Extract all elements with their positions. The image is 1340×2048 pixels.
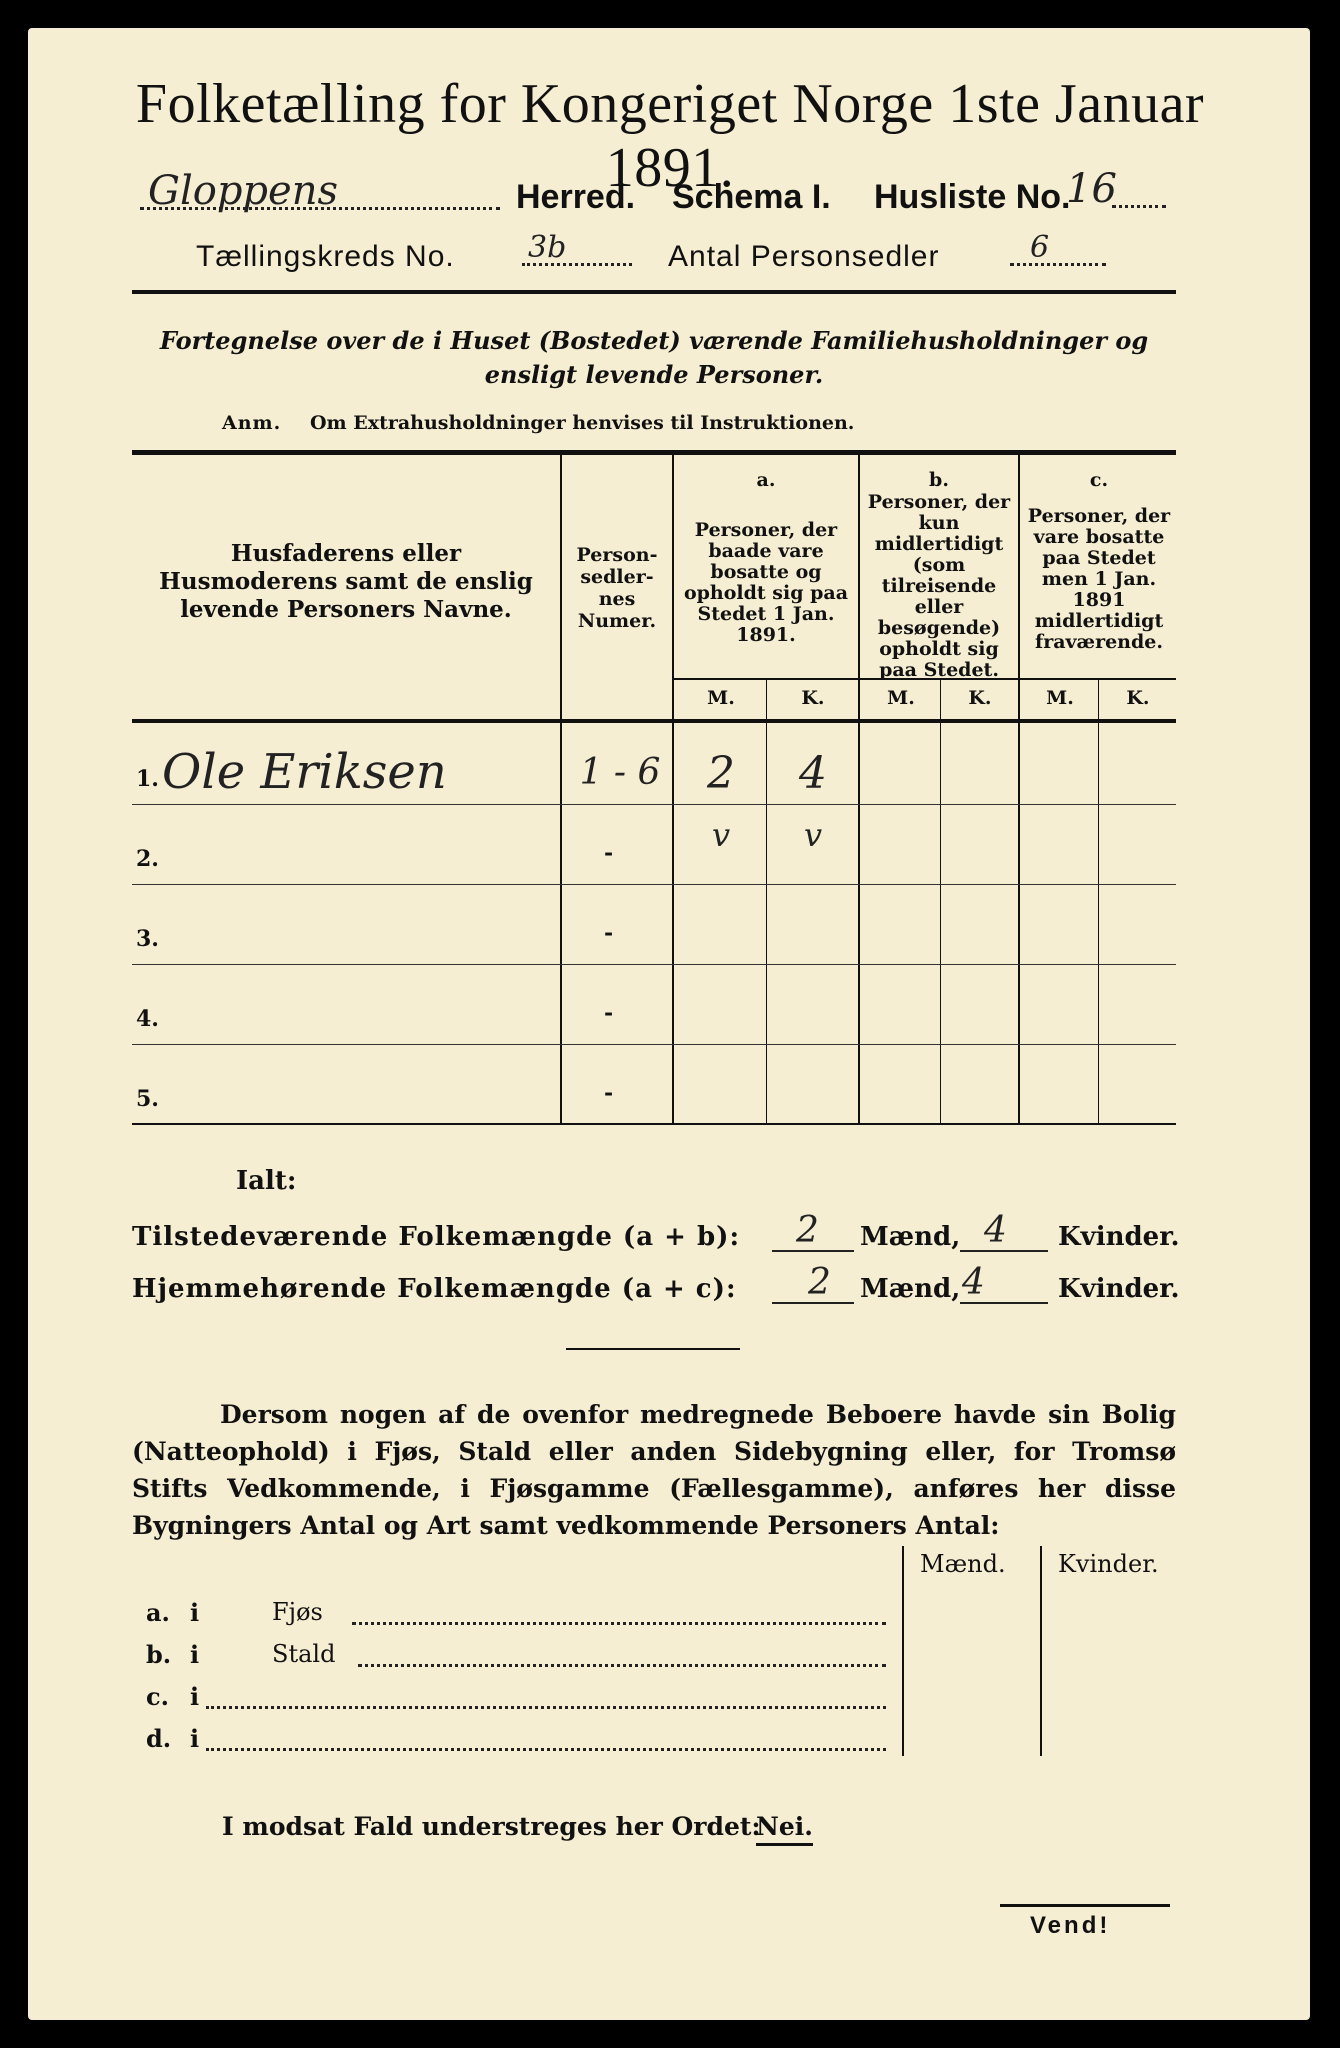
col-divider-c-mk bbox=[1098, 680, 1099, 1123]
form-title: Folketælling for Kongeriget Norge 1ste Januar 1891. bbox=[135, 73, 1205, 199]
husliste-label: Husliste No. bbox=[874, 178, 1071, 216]
col-a-letter: a. bbox=[756, 469, 776, 491]
tilstede-k-value: 4 bbox=[984, 1210, 1007, 1251]
building-d-letter: d. bbox=[146, 1724, 172, 1753]
herred-field bbox=[140, 168, 500, 218]
husliste-value: 16 bbox=[1066, 166, 1117, 212]
nei-word: Nei. bbox=[756, 1812, 813, 1846]
c-m-label: M. bbox=[1046, 687, 1074, 709]
row-rule-2 bbox=[132, 884, 1176, 885]
hjemme-maend: Mænd, bbox=[860, 1274, 961, 1304]
col-b-header: Personer, der kun midlertidigt (som tilreisende eller besøgende) opholdt sig paa Stedet. bbox=[867, 491, 1011, 681]
row-2-num: 2. bbox=[136, 846, 159, 872]
vend-label: Vend! bbox=[1030, 1912, 1111, 1939]
building-b-label: Stald bbox=[272, 1640, 336, 1668]
intro-description: Fortegnelse over de i Huset (Bostedet) værende Familiehusholdninger og ensligt levende Personer. bbox=[159, 326, 1149, 389]
building-a-label: Fjøs bbox=[272, 1598, 323, 1626]
row-2-a-k: v bbox=[803, 816, 823, 854]
building-a-prefix: i bbox=[190, 1598, 200, 1627]
col-number-header: Person-sedler-nes Numer. bbox=[576, 544, 658, 632]
col-divider-1 bbox=[560, 455, 562, 1123]
buildings-divider-2 bbox=[1040, 1546, 1042, 1756]
row-2-a-m: v bbox=[711, 816, 731, 854]
buildings-kvinder-header: Kvinder. bbox=[1058, 1550, 1159, 1578]
tilstede-kvinder: Kvinder. bbox=[1058, 1222, 1180, 1252]
building-c-prefix: i bbox=[190, 1682, 200, 1711]
vend-rule bbox=[1000, 1904, 1170, 1907]
row-5-num: 5. bbox=[136, 1086, 159, 1112]
b-k-label: K. bbox=[968, 687, 992, 709]
col-divider-2 bbox=[672, 455, 674, 1123]
row-1-a-m: 2 bbox=[707, 748, 735, 799]
row-2-numer: - bbox=[604, 840, 614, 866]
modsat-text: I modsat Fald understreges her Ordet: bbox=[222, 1812, 761, 1841]
hjemme-m-field bbox=[772, 1262, 854, 1304]
building-row-d bbox=[146, 1724, 886, 1760]
row-4-numer: - bbox=[604, 1000, 614, 1026]
ialt-label: Ialt: bbox=[236, 1166, 297, 1196]
kreds-value: 3b bbox=[528, 230, 567, 265]
a-k-label: K. bbox=[801, 687, 825, 709]
c-k-label: K. bbox=[1126, 687, 1150, 709]
hjemme-k-value: 4 bbox=[962, 1262, 985, 1303]
husliste-field bbox=[1064, 166, 1166, 216]
antal-value: 6 bbox=[1030, 230, 1050, 265]
row-3-num: 3. bbox=[136, 926, 159, 952]
herred-label: Herred. bbox=[516, 178, 636, 216]
schema-label: Schema I. bbox=[672, 178, 831, 216]
building-row-b bbox=[146, 1640, 886, 1676]
hjemme-label: Hjemmehørende Folkemængde (a + c): bbox=[132, 1274, 737, 1304]
row-1-num: 1. bbox=[136, 766, 159, 792]
tilstede-m-field bbox=[772, 1210, 854, 1252]
note-text: Om Extrahusholdninger henvises til Instruktionen. bbox=[310, 412, 855, 434]
buildings-maend-header: Mænd. bbox=[920, 1550, 1006, 1578]
note-label: Anm. bbox=[222, 412, 282, 434]
row-rule-4 bbox=[132, 1044, 1176, 1045]
row-3-numer: - bbox=[604, 920, 614, 946]
row-rule-3 bbox=[132, 964, 1176, 965]
building-b-letter: b. bbox=[146, 1640, 172, 1669]
hjemme-m-value: 2 bbox=[808, 1262, 831, 1303]
building-row-a bbox=[146, 1598, 886, 1634]
buildings-divider-1 bbox=[902, 1546, 904, 1756]
hjemme-k-field bbox=[960, 1262, 1048, 1304]
tilstede-maend: Mænd, bbox=[860, 1222, 961, 1252]
building-a-letter: a. bbox=[146, 1598, 170, 1627]
col-b-letter: b. bbox=[929, 469, 949, 491]
col-a-header: Personer, der baade vare bosatte og opholdt sig paa Stedet 1 Jan. 1891. bbox=[683, 519, 849, 646]
col-divider-b-mk bbox=[940, 680, 941, 1123]
herred-value: Gloppens bbox=[148, 168, 338, 214]
a-m-label: M. bbox=[707, 687, 735, 709]
building-c-letter: c. bbox=[146, 1682, 169, 1711]
col-divider-a-mk bbox=[766, 680, 767, 1123]
buildings-paragraph: Dersom nogen af de ovenfor medregnede Beboere havde sin Bolig (Natteophold) i Fjøs, Stald eller anden Sidebygning eller, for Tromsø Stifts Vedkommende, i Fjøsgamme (Fællesgamme), anføres her disse Bygningers Antal og Art samt vedkommende Personers Antal: bbox=[132, 1400, 1176, 1540]
tilstede-k-field bbox=[960, 1210, 1048, 1252]
col-c-letter: c. bbox=[1089, 469, 1109, 491]
row-4-num: 4. bbox=[136, 1006, 159, 1032]
building-b-prefix: i bbox=[190, 1640, 200, 1669]
antal-label: Antal Personsedler bbox=[668, 240, 940, 273]
col-c-header: Personer, der vare bosatte paa Stedet men 1 Jan. 1891 midlertidigt fraværende. bbox=[1027, 505, 1171, 653]
header-rule bbox=[132, 290, 1176, 294]
table-bottom-rule bbox=[132, 1123, 1176, 1125]
tilstede-label: Tilstedeværende Folkemængde (a + b): bbox=[132, 1222, 741, 1252]
col-name-header: Husfaderens eller Husmoderens samt de enslig levende Personers Navne. bbox=[159, 540, 533, 623]
building-d-prefix: i bbox=[190, 1724, 200, 1753]
row-1-a-k: 4 bbox=[799, 748, 827, 799]
hjemme-kvinder: Kvinder. bbox=[1058, 1274, 1180, 1304]
row-rule-1 bbox=[132, 804, 1176, 805]
col-divider-4 bbox=[1018, 455, 1020, 1123]
row-1-numer: 1 - 6 bbox=[579, 752, 661, 793]
antal-field bbox=[1010, 230, 1106, 274]
building-row-c bbox=[146, 1682, 886, 1718]
row-1-name: Ole Eriksen bbox=[162, 744, 447, 800]
b-m-label: M. bbox=[887, 687, 915, 709]
row-5-numer: - bbox=[604, 1080, 614, 1106]
tilstede-m-value: 2 bbox=[796, 1210, 819, 1251]
kreds-label: Tællingskreds No. bbox=[196, 240, 455, 273]
col-divider-3 bbox=[858, 455, 860, 1123]
separator-rule bbox=[566, 1348, 740, 1350]
kreds-field bbox=[522, 230, 632, 274]
